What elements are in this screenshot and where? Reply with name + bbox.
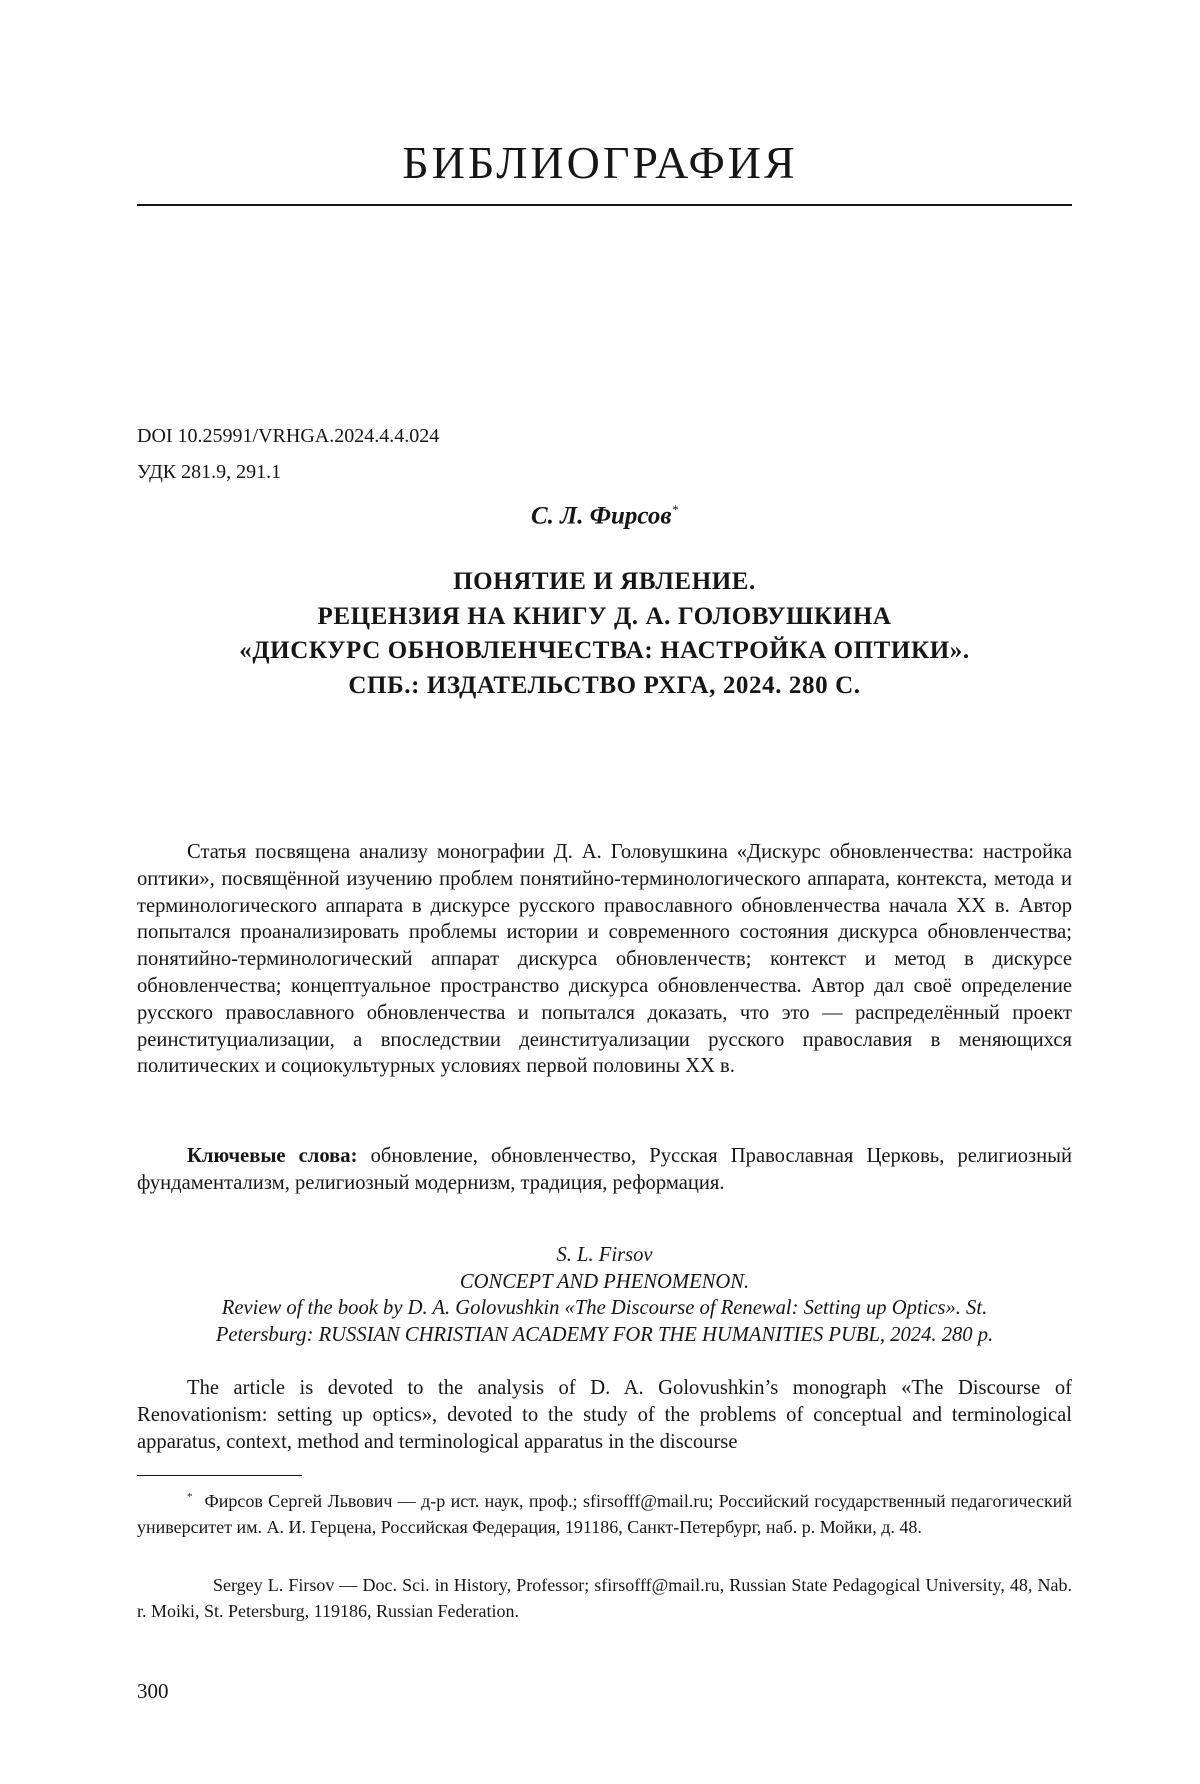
footnote-en: Sergey L. Firsov — Doc. Sci. in History, Professor; sfirsofff@mail.ru, Russian State Pedagogical University, 48, Nab. r. Moiki, St. Petersburg, 119186, Russian Federation.	[137, 1573, 1072, 1624]
footnote-ru-text: Фирсов Сергей Львович — д-р ист. наук, проф.; sfirsofff@mail.ru; Российский государственный педагогический университет им. А. И. Герцена, Российская Федерация, 191186, Санкт-Петербург, наб. р. Мойки, д. 48.	[137, 1491, 1072, 1537]
page-number: 300	[137, 1678, 169, 1704]
review-line: Review of the book by D. A. Golovushkin «The Discourse of Renewal: Setting up Optics». St.	[137, 1295, 1072, 1322]
footnote-ru	[137, 1485, 1072, 1540]
review-line: Petersburg: RUSSIAN CHRISTIAN ACADEMY FOR THE HUMANITIES PUBL, 2024. 280 p.	[137, 1322, 1072, 1349]
keywords-label: Ключевые слова:	[187, 1145, 357, 1167]
title-en: CONCEPT AND PHENOMENON.	[137, 1269, 1072, 1296]
title-line: РЕЦЕНЗИЯ НА КНИГУ Д. А. ГОЛОВУШКИНА	[137, 600, 1072, 635]
english-header	[137, 1242, 1072, 1348]
author-ru	[137, 495, 1072, 531]
abstract-ru: Статья посвящена анализу монографии Д. А. Головушкина «Дискурс обновленчества: настройка оптики», посвящённой изучению проблем понятийно-терминологического аппарата, контекста, метода и терминологического аппарата в дискурсе русского православного обновленчества начала XX в. Автор попытался проанализировать проблемы истории и современного состояния дискурса обновленчества; понятийно-терминологический аппарат дискурса обновленчеств; контекст и метод в дискурсе обновленчества; концептуальное пространство дискурса обновленчества. Автор дал своё определение русского православного обновленчества и попытался доказать, что это — распределённый проект реинституциализации, а впоследствии деинституализации русского православия в меняющихся политических и социокультурных условиях первой половины XX в.	[137, 839, 1072, 1080]
author-en: S. L. Firsov	[137, 1242, 1072, 1269]
title-line: «ДИСКУРС ОБНОВЛЕНЧЕСТВА: НАСТРОЙКА ОПТИКИ».	[137, 634, 1072, 669]
keywords-text: обновление, обновленчество, Русская Православная Церковь, религиозный фундаментализм, религиозный модернизм, традиция, реформация.	[137, 1145, 1072, 1194]
footnote-mark: *	[672, 502, 679, 517]
footnote-mark: *	[187, 1491, 193, 1503]
footnote-divider	[137, 1475, 302, 1476]
keywords-ru	[137, 1143, 1072, 1197]
title-line: СПБ.: ИЗДАТЕЛЬСТВО РХГА, 2024. 280 С.	[137, 669, 1072, 704]
author-name: С. Л. Фирсов	[531, 502, 672, 529]
doi: DOI 10.25991/VRHGA.2024.4.4.024	[137, 423, 439, 449]
header-divider	[137, 204, 1072, 206]
section-title: БИБЛИОГРАФИЯ	[0, 136, 1200, 190]
article-title-ru	[137, 565, 1072, 703]
title-line: ПОНЯТИЕ И ЯВЛЕНИЕ.	[137, 565, 1072, 600]
abstract-en: The article is devoted to the analysis of D. A. Golovushkin’s monograph «The Discourse of Renovationism: setting up optics», devoted to the study of the problems of conceptual and terminological apparatus, context, method and terminological apparatus in the discourse	[137, 1375, 1072, 1455]
udk: УДК 281.9, 291.1	[137, 459, 281, 485]
